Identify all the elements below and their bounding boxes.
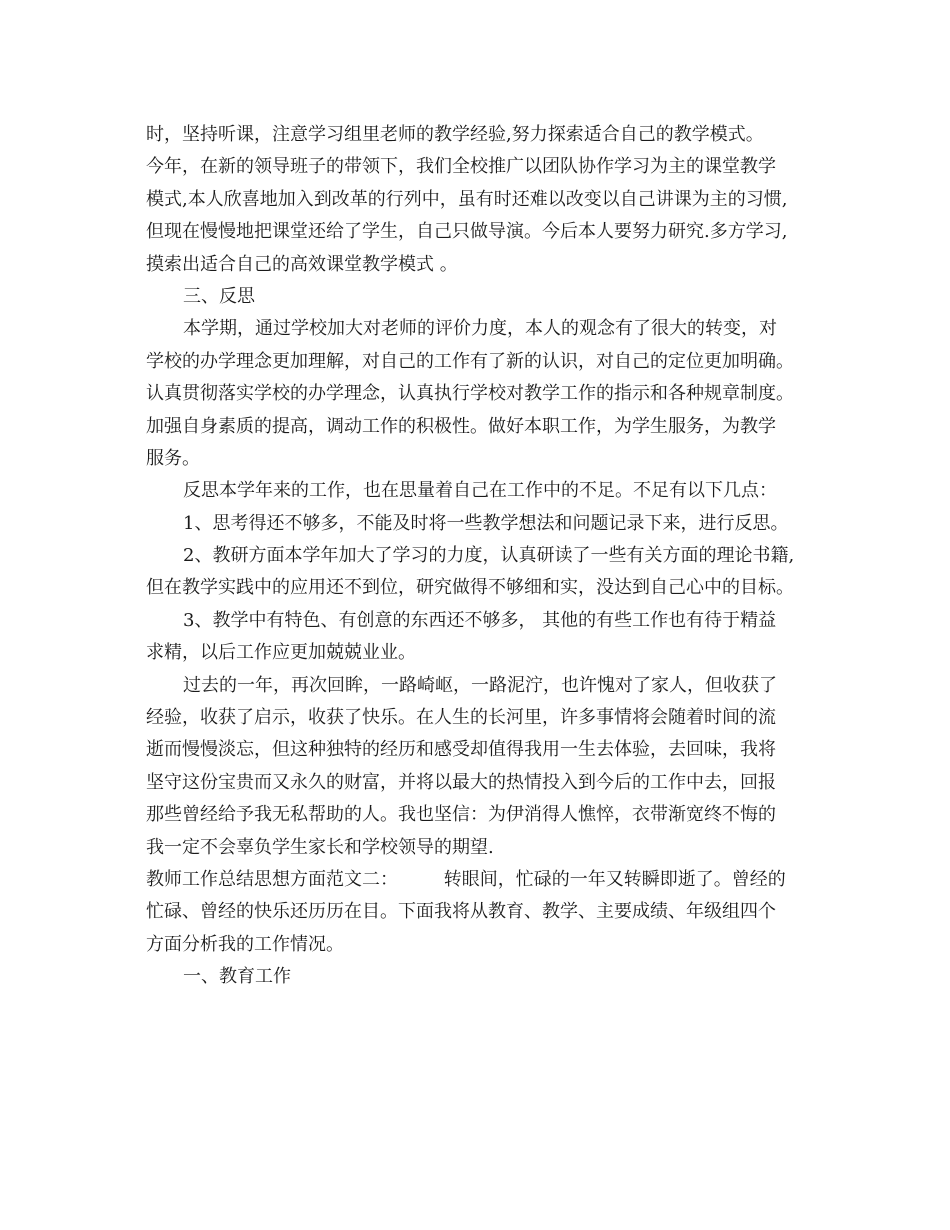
- section-heading-education: 一、教育工作: [183, 966, 291, 988]
- text-line: 我一定不会辜负学生家长和学校领导的期望.: [146, 836, 494, 858]
- text-line: 那些曾经给予我无私帮助的人。我也坚信：为伊消得人憔悴，衣带渐宽终不悔的: [146, 804, 776, 826]
- text-line: 经验，收获了启示，收获了快乐。在人生的长河里，许多事情将会随着时间的流: [146, 707, 776, 729]
- section-heading-reflection: 三、反思: [183, 285, 255, 307]
- text-line: 认真贯彻落实学校的办学理念，认真执行学校对教学工作的指示和各种规章制度。: [146, 383, 794, 405]
- text-line: 摸索出适合自己的高效课堂教学模式 。: [146, 253, 458, 275]
- text-line: 反思本学年来的工作，也在思量着自己在工作中的不足。不足有以下几点：: [183, 480, 777, 502]
- text-line: 学校的办学理念更加理解，对自己的工作有了新的认识，对自己的定位更加明确。: [146, 350, 794, 372]
- text-line: 求精，以后工作应更加兢兢业业。: [146, 642, 416, 664]
- text-line: 时，坚持听课，注意学习组里老师的教学经验,努力探索适合自己的教学模式。: [146, 124, 764, 145]
- text-line: 本学期，通过学校加大对老师的评价力度，本人的观念有了很大的转变，对: [183, 318, 777, 340]
- text-line: 服务。: [146, 447, 200, 469]
- text-line: 模式,本人欣喜地加入到改革的行列中，虽有时还难以改变以自己讲课为主的习惯,: [146, 188, 788, 210]
- list-item-2: 2、教研方面本学年加大了学习的力度，认真研读了一些有关方面的理论书籍,: [183, 545, 795, 567]
- text-line: 加强自身素质的提高，调动工作的积极性。做好本职工作，为学生服务，为教学: [146, 415, 776, 437]
- text-line: 忙碌、曾经的快乐还历历在目。下面我将从教育、教学、主要成绩、年级组四个: [146, 901, 776, 923]
- text-line: 但在教学实践中的应用还不到位，研究做得不够细和实，没达到自己心中的目标。: [146, 577, 794, 599]
- text-line: 方面分析我的工作情况。: [146, 933, 344, 955]
- sample-two-heading: 教师工作总结思想方面范文二： 转眼间，忙碌的一年又转瞬即逝了。曾经的: [146, 868, 786, 890]
- text-line: 逝而慢慢淡忘，但这种独特的经历和感受却值得我用一生去体验，去回味，我将: [146, 739, 776, 761]
- text-line: 今年，在新的领导班子的带领下，我们全校推广以团队协作学习为主的课堂教学: [146, 156, 776, 178]
- document-body: [146, 119, 816, 994]
- list-item-1: 1、思考得还不够多，不能及时将一些教学想法和问题记录下来，进行反思。: [183, 512, 789, 534]
- text-line: 但现在慢慢地把课堂还给了学生，自己只做导演。今后本人要努力研究.多方学习,: [146, 221, 788, 243]
- text-line: 过去的一年，再次回眸，一路崎岖，一路泥泞，也许愧对了家人，但收获了: [183, 674, 777, 696]
- list-item-3: 3、教学中有特色、有创意的东西还不够多， 其他的有些工作也有待于精益: [183, 609, 777, 631]
- text-line: 坚守这份宝贵而又永久的财富，并将以最大的热情投入到今后的工作中去，回报: [146, 771, 776, 793]
